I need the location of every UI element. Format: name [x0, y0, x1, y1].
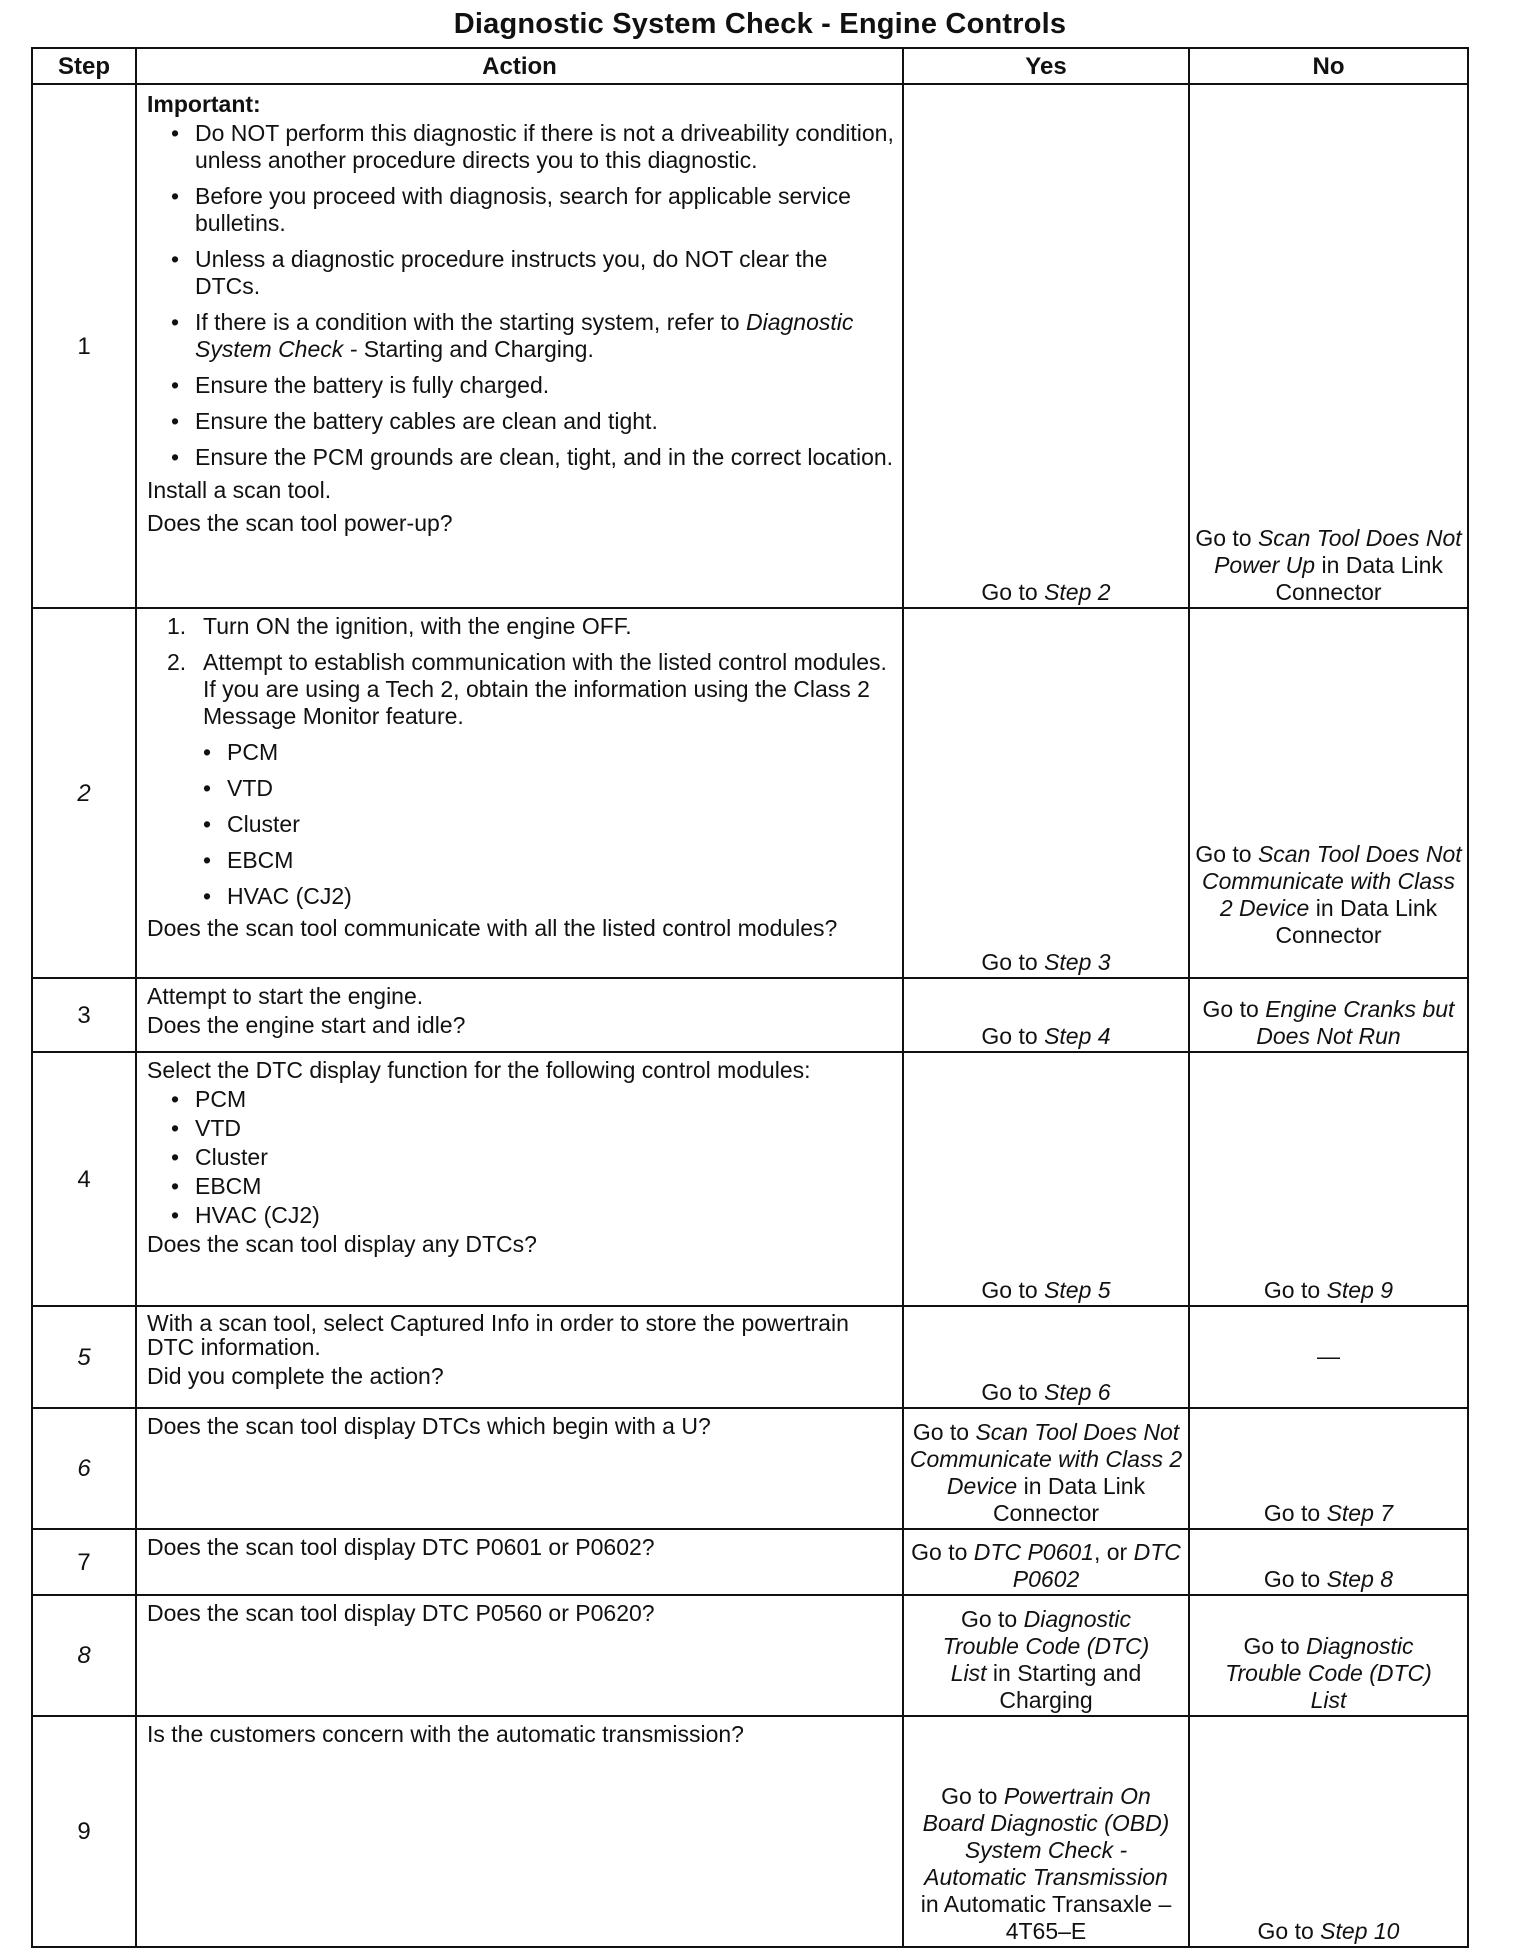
- action-cell: [136, 1529, 903, 1595]
- no-cell: [1189, 1529, 1468, 1595]
- no-cell: [1189, 1716, 1468, 1947]
- list-item: • Unless a diagnostic procedure instructs you, do NOT clear the DTCs.: [171, 246, 894, 300]
- step-link[interactable]: Step 4: [1044, 1023, 1111, 1049]
- instruction-text: Attempt to start the engine.: [147, 983, 424, 1009]
- goto-prefix: Go to: [960, 1606, 1018, 1632]
- list-item: • Ensure the battery cables are clean and tight.: [171, 408, 894, 435]
- goto-prefix: Go to: [1263, 1566, 1321, 1592]
- step-number: 6: [32, 1408, 136, 1529]
- step-number: 5: [32, 1306, 136, 1408]
- reference-suffix: in Data Link Connector: [992, 1473, 1146, 1526]
- diagnostic-table: [31, 47, 1469, 1948]
- goto-prefix: Go to: [1263, 1277, 1321, 1303]
- list-item: • Do NOT perform this diagnostic if there is not a driveability condition, unless another procedure directs you to this diagnostic.: [171, 120, 894, 174]
- numbered-steps: [147, 613, 894, 910]
- action-cell: [136, 1052, 903, 1306]
- question-text: Does the scan tool power-up?: [147, 510, 453, 536]
- yes-cell: [903, 978, 1189, 1052]
- table-row-step-6: [32, 1408, 1468, 1529]
- page-title: Diagnostic System Check - Engine Controls: [453, 8, 1067, 40]
- instruction-text: Install a scan tool.: [147, 477, 332, 503]
- question-text: Did you complete the action?: [147, 1363, 444, 1389]
- yes-cell: [903, 1306, 1189, 1408]
- list-item: • HVAC (CJ2): [203, 883, 894, 910]
- list-item: • HVAC (CJ2): [171, 1202, 894, 1229]
- step-link[interactable]: Step 8: [1326, 1566, 1394, 1592]
- no-header: No: [1189, 48, 1468, 84]
- reference-link[interactable]: Scan Tool Does Not Communicate with Class 2 Device: [1201, 841, 1462, 921]
- step-number: 7: [32, 1529, 136, 1595]
- reference-suffix: in Data Link Connector: [1275, 552, 1443, 605]
- reference-tail: Starting and Charging.: [363, 336, 594, 362]
- list-item: • Cluster: [171, 1144, 894, 1171]
- reference-suffix: in Starting and Charging: [992, 1660, 1142, 1713]
- table-row-step-2: [32, 608, 1468, 978]
- question-text: Does the scan tool display DTCs which begin with a U?: [147, 1413, 711, 1439]
- action-header: Action: [136, 48, 903, 84]
- important-bullets: [147, 120, 894, 471]
- question-text: Does the engine start and idle?: [147, 1012, 466, 1038]
- step-number: 2: [32, 608, 136, 978]
- question-text: Does the scan tool display DTC P0560 or P0620?: [147, 1600, 655, 1626]
- goto-prefix: Go to: [1202, 996, 1259, 1022]
- yes-header: Yes: [903, 48, 1189, 84]
- list-item: • Cluster: [203, 811, 894, 838]
- reference-link[interactable]: Scan Tool Does Not Power Up: [1214, 525, 1462, 578]
- step-number: 8: [32, 1595, 136, 1716]
- list-item: • PCM: [171, 1086, 894, 1113]
- important-label: Important:: [147, 91, 261, 117]
- question-text: Does the scan tool communicate with all the listed control modules?: [147, 915, 838, 941]
- table-header-row: [32, 48, 1468, 84]
- step-number: 9: [32, 1716, 136, 1947]
- table-row-step-8: [32, 1595, 1468, 1716]
- reference-connector: , or: [1093, 1539, 1128, 1565]
- goto-prefix: Go to: [912, 1419, 970, 1445]
- list-item: • VTD: [203, 775, 894, 802]
- reference-suffix: in Data Link Connector: [1275, 895, 1438, 948]
- yes-cell: [903, 84, 1189, 608]
- action-cell: [136, 84, 903, 608]
- list-item: • EBCM: [203, 847, 894, 874]
- list-item: [167, 649, 894, 910]
- reference-link[interactable]: Powertrain On Board Diagnostic (OBD) System Check - Automatic Transmission: [922, 1783, 1170, 1890]
- step-link[interactable]: Step 9: [1326, 1277, 1394, 1303]
- reference-link[interactable]: Engine Cranks but Does Not Run: [1256, 996, 1455, 1049]
- goto-prefix: Go to: [1257, 1918, 1314, 1944]
- module-list: [203, 739, 894, 910]
- table-row-step-7: [32, 1529, 1468, 1595]
- step-link[interactable]: Step 3: [1044, 949, 1111, 975]
- action-cell: [136, 1306, 903, 1408]
- step-link[interactable]: Step 10: [1320, 1918, 1400, 1944]
- no-cell: [1189, 1595, 1468, 1716]
- yes-cell: [903, 1529, 1189, 1595]
- goto-prefix: Go to: [1243, 1633, 1300, 1659]
- table-row-step-3: [32, 978, 1468, 1052]
- yes-cell: [903, 608, 1189, 978]
- no-cell: [1189, 608, 1468, 978]
- reference-link[interactable]: Scan Tool Does Not Communicate with Class 2 Device: [909, 1419, 1183, 1499]
- action-cell: [136, 1716, 903, 1947]
- no-cell: [1189, 978, 1468, 1052]
- list-item: • PCM: [203, 739, 894, 766]
- yes-cell: [903, 1052, 1189, 1306]
- reference-separator: -: [343, 336, 364, 362]
- step-link[interactable]: Step 6: [1044, 1379, 1111, 1405]
- reference-link[interactable]: Diagnostic Trouble Code (DTC) List: [942, 1606, 1150, 1686]
- question-text: Does the scan tool display DTC P0601 or P0602?: [147, 1534, 655, 1560]
- list-item: • EBCM: [171, 1173, 894, 1200]
- yes-cell: [903, 1595, 1189, 1716]
- reference-link[interactable]: DTC P0602: [1012, 1539, 1181, 1592]
- item-number: 1.: [167, 613, 187, 639]
- action-cell: [136, 1595, 903, 1716]
- question-text: Does the scan tool display any DTCs?: [147, 1231, 537, 1257]
- no-cell: [1189, 1052, 1468, 1306]
- goto-prefix: Go to: [1195, 841, 1252, 867]
- no-cell: [1189, 84, 1468, 608]
- instruction-text: Select the DTC display function for the following control modules:: [147, 1057, 811, 1083]
- reference-suffix: in Automatic Transaxle – 4T65–E: [920, 1891, 1172, 1944]
- goto-prefix: Go to: [981, 579, 1038, 605]
- no-cell: [1189, 1408, 1468, 1529]
- goto-prefix: Go to: [981, 1023, 1038, 1049]
- yes-cell: [903, 1716, 1189, 1947]
- action-cell: [136, 978, 903, 1052]
- instruction-text: With a scan tool, select Captured Info in order to store the powertrain DTC information.: [147, 1310, 849, 1360]
- step-header: Step: [32, 48, 136, 84]
- item-text: Attempt to establish communication with the listed control modules. If you are using a Tech 2, obtain the information using the Class 2 Message Monitor feature.: [203, 649, 887, 729]
- step-number: 4: [32, 1052, 136, 1306]
- item-text: Turn ON the ignition, with the engine OFF.: [203, 613, 632, 639]
- list-item: [171, 309, 894, 363]
- yes-cell: [903, 1408, 1189, 1529]
- goto-prefix: Go to: [981, 1277, 1038, 1303]
- step-link[interactable]: Step 5: [1044, 1277, 1111, 1303]
- list-item: • Ensure the PCM grounds are clean, tight, and in the correct location.: [171, 444, 894, 471]
- reference-link[interactable]: DTC P0601: [973, 1539, 1094, 1565]
- list-item: • VTD: [171, 1115, 894, 1142]
- table-row-step-1: [32, 84, 1468, 608]
- table-row-step-5: [32, 1306, 1468, 1408]
- goto-prefix: Go to: [1195, 525, 1252, 551]
- bullet-text: If there is a condition with the starting system, refer to: [195, 309, 740, 335]
- step-number: 3: [32, 978, 136, 1052]
- table-row-step-9: [32, 1716, 1468, 1947]
- item-number: 2.: [167, 649, 187, 675]
- no-cell: —: [1189, 1306, 1468, 1408]
- reference-link[interactable]: Diagnostic Trouble Code (DTC) List: [1225, 1633, 1432, 1713]
- goto-prefix: Go to: [1263, 1500, 1321, 1526]
- goto-prefix: Go to: [981, 1379, 1038, 1405]
- goto-prefix: Go to: [981, 949, 1038, 975]
- step-link[interactable]: Step 7: [1326, 1500, 1394, 1526]
- action-cell: [136, 1408, 903, 1529]
- module-list: [147, 1086, 894, 1229]
- goto-prefix: Go to: [941, 1783, 998, 1809]
- goto-prefix: Go to: [911, 1539, 968, 1565]
- list-item: • Before you proceed with diagnosis, search for applicable service bulletins.: [171, 183, 894, 237]
- list-item: • Ensure the battery is fully charged.: [171, 372, 894, 399]
- table-row-step-4: [32, 1052, 1468, 1306]
- list-item: [167, 613, 894, 640]
- step-number: 1: [32, 84, 136, 608]
- step-link[interactable]: Step 2: [1044, 579, 1111, 605]
- action-cell: [136, 608, 903, 978]
- question-text: Is the customers concern with the automatic transmission?: [147, 1721, 744, 1747]
- cross-reference-link[interactable]: Diagnostic System Check: [195, 309, 854, 362]
